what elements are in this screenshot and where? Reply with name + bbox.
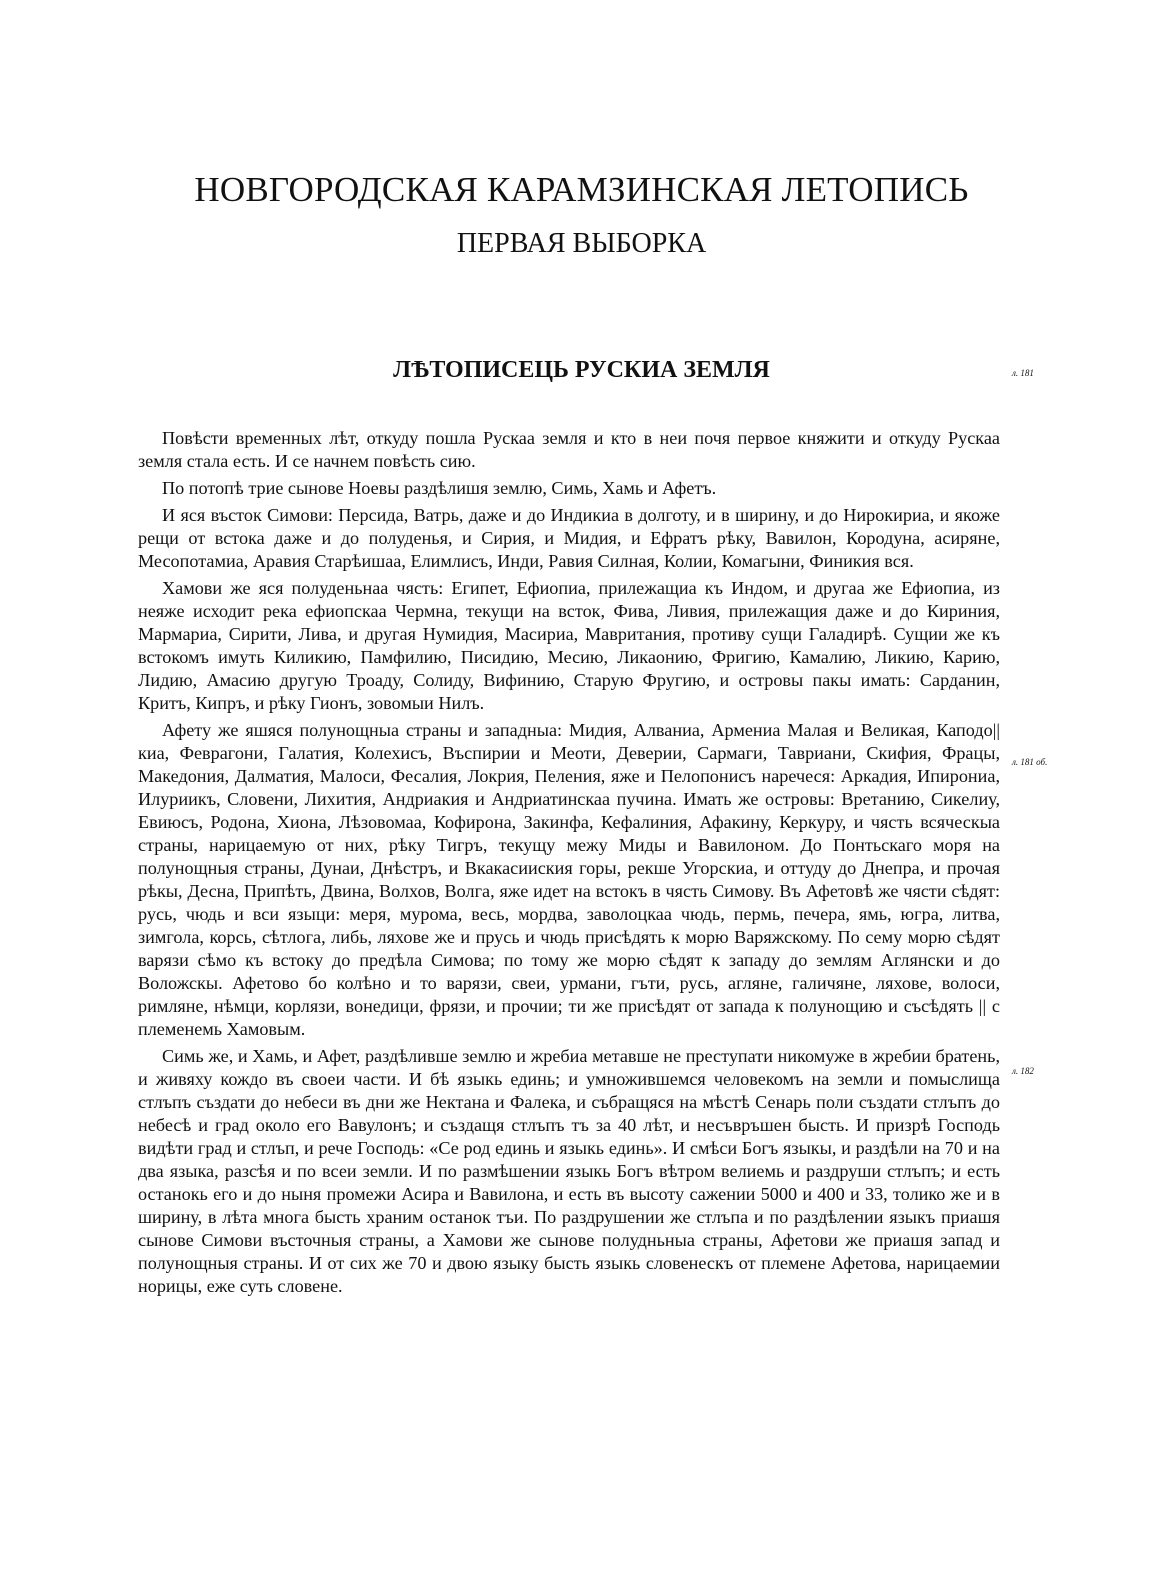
body-text <box>138 427 1000 1298</box>
page-subtitle: ПЕРВАЯ ВЫБОРКА <box>456 228 707 259</box>
margin-note-leaf-182: л. 182 <box>1012 1066 1034 1076</box>
section-title: ЛѢТОПИСЕЦЬ РУСКИА ЗЕМЛЯ <box>393 357 770 383</box>
paragraph: Хамови же яся полуденьнаа чясть: Египет, Ефиопиа, прилежащиа къ Индом, и другаа же Ефиопиа, из неяже исходит река ефиопскаа Чермна, текущи на всток, Фива, Ливия, прилежащия даже и до Кириния, Мармариа, Сирити, Лива, и другая Нумидия, Масириа, Мавритания, противу сущи Галадирѣ. Сущии же къ встокомъ имуть Киликию, Памфилию, Писидию, Месию, Ликаонию, Фригию, Камалию, Ликию, Карию, Лидию, Амасию другую Троаду, Солиду, Вифинию, Старую Фругию, и островы пакы имать: Сарданин, Критъ, Кипръ, и рѣку Гионъ, зовомыи Нилъ. <box>138 578 1000 713</box>
page-title: НОВГОРОДСКАЯ КАРАМЗИНСКАЯ ЛЕТОПИСЬ <box>194 170 969 209</box>
paragraph: Симь же, и Хамь, и Афет, раздѣливше землю и жребиа метавше не преступати никомуже в жребии братень, и живяху кождо въ своеи части. И бѣ языкь единь; и умножившемся человекомъ на земли и помыслища стлъпъ създати до небеси въ дни же Нектана и Фалека, и събращяся на мѣстѣ Сенарь поли създати стлъпъ до небесѣ и град около его Вавулонъ; и създащя стлъпъ тъ за 40 лѣт, и несъвръшен бысть. И призрѣ Господь видѣти град и стлъп, и рече Господь: «Се род единь и языкь единь». И смѣси Богъ языкы, и раздѣли на 70 и на два языка, разсѣя и по всеи земли. И по размѣшении языкь Богъ вѣтром велиемь и раздруши стлъпъ; и есть останокь его и до ныня промежи Асира и Вавилона, и есть въ высоту сажении 5000 и 400 и 33, толико же и в ширину, в лѣта многа бысть храним останок тъи. По раздрушении же стлъпа и по раздѣлении языкъ приашя сынове Симови въсточныя страны, а Хамови же сынове полудньныа страны, Афетови же приашя запад и полунощныя страны. И от сих же 70 и двою языку бысть языкь словенескъ от племене Афетова, нарицаемии норицы, еже суть словене. <box>138 1046 1000 1296</box>
margin-note-leaf-181-ob: л. 181 об. <box>1012 757 1048 767</box>
margin-note-leaf-181: л. 181 <box>1012 368 1034 378</box>
paragraph: Повѣсти временных лѣт, откуду пошла Рускаа земля и кто в неи почя первое княжити и откуду Рускаа земля стала есть. И се начнем повѣсть сию. <box>138 428 1000 471</box>
paragraph: По потопѣ трие сынове Ноевы раздѣлишя землю, Симь, Хамь и Афетъ. <box>162 478 717 498</box>
paragraph: Афету же яшяся полунощныа страны и западныа: Мидия, Алваниа, Армениа Малая и Великая, Каподо||киа, Феврагони, Галатия, Колехисъ, Въспирии и Меоти, Деверии, Сармаги, Тавриани, Скифия, Фрацы, Македония, Далматия, Малоси, Фесалия, Локрия, Пеления, яже и Пелопонисъ наречеся: Аркадия, Ипирониа, Илуриикъ, Словени, Лихития, Андриакия и Андриатинскаа пучина. Имать же островы: Вретанию, Сикелиу, Евиюсъ, Родона, Хиона, Лѣзовомаа, Кофирона, Закинфа, Кефалиния, Афакину, Керкуру, и чясть всяческыа страны, нарицаемую от них, рѣку Тигръ, текущу межу Миды и Вавилоном. До Понтьскаго моря на полунощныя страны, Дунаи, Днѣстръ, и Вкакасииския горы, рекше Угорскиа, и оттуду до Днепра, и прочая рѣкы, Десна, Припѣть, Двина, Волхов, Волга, яже идет на встокъ в чясть Симову. Въ Афетовѣ же чясти сѣдят: русь, чюдь и вси языци: меря, мурома, весь, мордва, заволоцкаа чюдь, пермь, печера, ямь, югра, литва, зимгола, корсь, сѣтлога, либь, ляхове же и прусь и чюдь присѣдять к морю Варяжскому. По сему морю сѣдят варязи сѣмо къ встоку до предѣла Симова; по тому же морю сѣдят к западу до землям Аглянски и до Воложскы. Афетово бо колѣно и то варязи, свеи, урмани, гъти, русь, агляне, галичяне, ляхове, волоси, римляне, нѣмци, корлязи, вонедици, фрязи, и прочии; ти же присѣдят от запада к полунощию и съсѣдять || с племенемь Хамовым. <box>138 720 1000 1039</box>
paragraph: И яся въсток Симови: Персида, Ватрь, даже и до Индикиа в долготу, и в ширину, и до Нирокириа, и якоже рещи от встока даже и до полуденья, и Сирия, и Мидия, и Ефратъ рѣку, Вавилон, Кородуна, асиряне, Месопотамиа, Аравия Старѣишаа, Елимлисъ, Инди, Равия Силная, Колии, Комагыни, Финикия вся. <box>138 505 1000 571</box>
